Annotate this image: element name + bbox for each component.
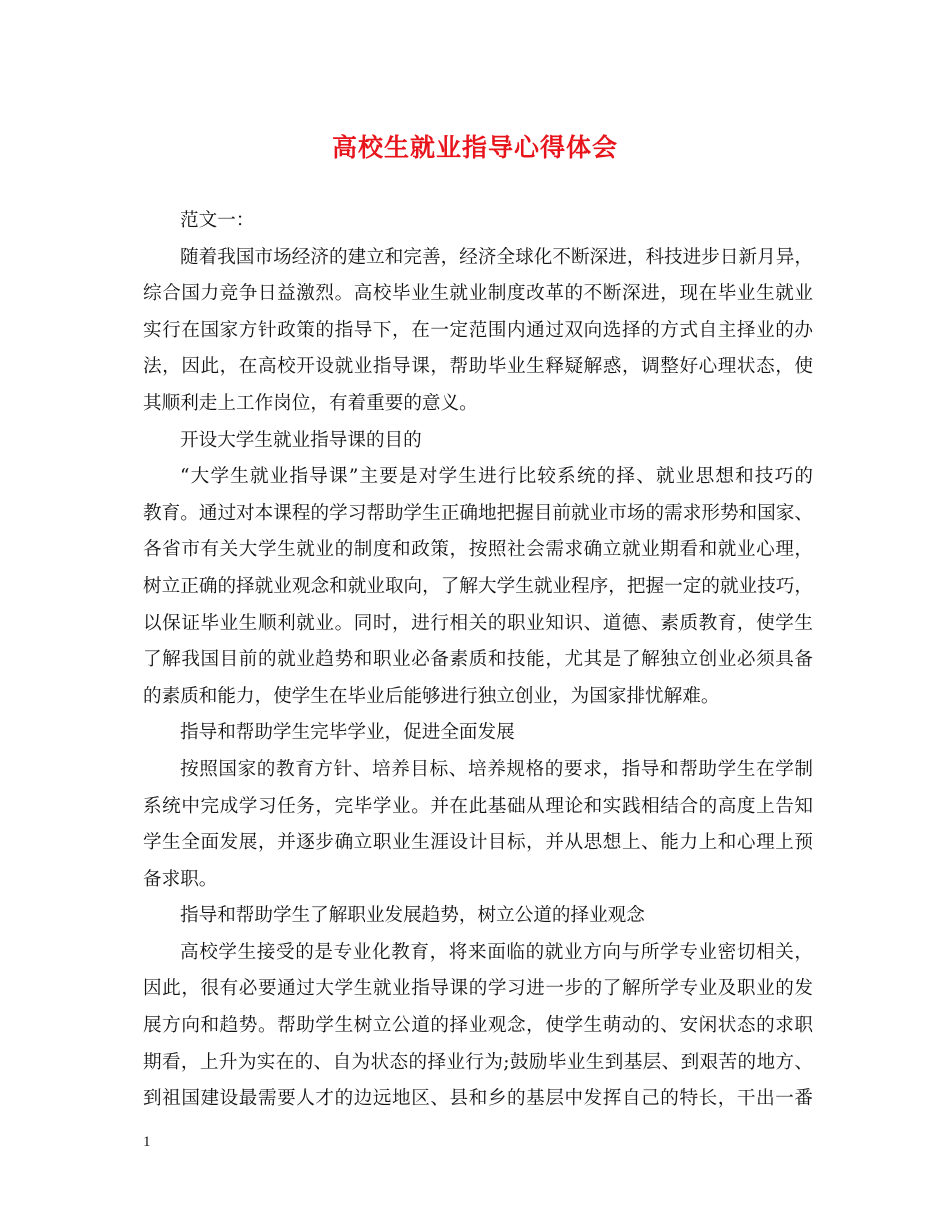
text-line: 各省市有关大学生就业的制度和政策，按照社会需求确立就业期看和就业心理，	[143, 539, 813, 561]
document-body	[143, 203, 813, 1118]
text-line: 因此，很有必要通过大学生就业指导课的学习进一步的了解所学专业及职业的发	[143, 978, 813, 1000]
text-line: 了解我国目前的就业趋势和职业必备素质和技能，尤其是了解独立创业必须具备	[143, 649, 813, 671]
text-line: 其顺利走上工作岗位，有着重要的意义。	[143, 392, 478, 414]
text-line: 到祖国建设最需要人才的边远地区、县和乡的基层中发挥自己的特长，干出一番	[143, 1088, 813, 1110]
paragraph	[143, 935, 813, 1118]
text-line: 的素质和能力，使学生在毕业后能够进行独立创业，为国家排忧解难。	[143, 685, 720, 707]
text-line: 指导和帮助学生完毕学业，促进全面发展	[180, 722, 515, 744]
text-line: 开设大学生就业指导课的目的	[180, 429, 422, 451]
text-line: 备求职。	[143, 868, 218, 890]
text-line: “大学生就业指导课”主要是对学生进行比较系统的择、就业思想和技巧的	[180, 466, 813, 488]
paragraph	[143, 240, 813, 423]
text-line: 按照国家的教育方针、培养目标、培养规格的要求，指导和帮助学生在学制	[180, 758, 813, 780]
paragraph	[143, 423, 813, 460]
paragraph	[143, 459, 813, 715]
text-line: 以保证毕业生顺利就业。同时，进行相关的职业知识、道德、素质教育，使学生	[143, 612, 813, 634]
text-line: 学生全面发展，并逐步确立职业生涯设计目标，并从思想上、能力上和心理上预	[143, 832, 813, 854]
paragraph	[143, 752, 813, 898]
text-line: 系统中完成学习任务，完毕学业。并在此基础从理论和实践相结合的高度上告知	[143, 795, 813, 817]
text-line: 法，因此，在高校开设就业指导课，帮助毕业生释疑解惑，调整好心理状态，使	[143, 356, 813, 378]
text-line: 随着我国市场经济的建立和完善，经济全球化不断深进，科技进步日新月异，	[180, 246, 813, 268]
text-line: 期看，上升为实在的、自为状态的择业行为;鼓励毕业生到基层、到艰苦的地方、	[143, 1051, 813, 1073]
text-line: 高校学生接受的是专业化教育，将来面临的就业方向与所学专业密切相关，	[180, 941, 813, 963]
document-title: 高校生就业指导心得体会	[331, 133, 618, 162]
text-line: 指导和帮助学生了解职业发展趋势，树立公道的择业观念	[180, 905, 645, 927]
text-line: 树立正确的择就业观念和就业取向，了解大学生就业程序，把握一定的就业技巧，	[143, 575, 813, 597]
paragraph	[143, 715, 813, 752]
paragraph	[143, 898, 813, 935]
text-line: 实行在国家方针政策的指导下，在一定范围内通过双向选择的方式自主择业的办	[143, 319, 813, 341]
paragraph	[143, 203, 813, 240]
text-line: 综合国力竞争日益激烈。高校毕业生就业制度改革的不断深进，现在毕业生就业	[143, 283, 813, 305]
text-line: 展方向和趋势。帮助学生树立公道的择业观念，使学生萌动的、安闲状态的求职	[143, 1015, 813, 1037]
text-line: 教育。通过对本课程的学习帮助学生正确地把握目前就业市场的需求形势和国家、	[143, 502, 813, 524]
text-line: 范文一：	[180, 210, 255, 231]
page-number: 1	[143, 1134, 151, 1150]
